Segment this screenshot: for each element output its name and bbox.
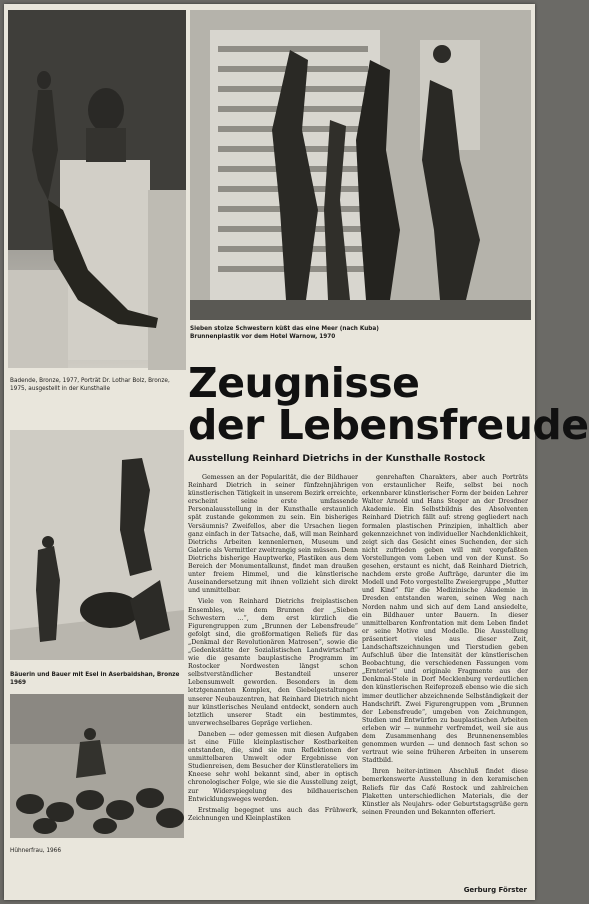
article-subheadline: Ausstellung Reinhard Dietrichs in der Kunsthalle Rostock	[188, 453, 486, 464]
photo-badende-sculpture	[8, 10, 186, 368]
caption-badende: Badende, Bronze, 1977, Porträt Dr. Lothar Bolz, Bronze, 1975, ausgestellt in der Kunsthalle	[10, 376, 170, 392]
paragraph: genrehaften Charakters, aber auch Porträts von erstaunlicher Reife, selbst bei noch erkennbarer künstlerischer Form der beiden Lehrer Walter Arnold und Hans Steger an der Dresdner Akademie. Ein Selbstbildnis des Absolventen Reinhard Dietrich fällt auf: streng gegliedert nach formalen plastischen Prinzipien, inhaltlich aber gekennzeichnet von individueller Nachdenklichkeit, zeigt sich das Gesicht eines Suchenden, der sich nicht zufrieden geben will mit vorgefaßten Vorstellungen vom Leben und von der Kunst. So gesehen, erstaunt es nicht, daß Reinhard Dietrich, nachdem erste große Aufträge, darunter die im Modell und Foto vorgestellte Zweiergruppe „Mutter und Kind“ für die Medizinische Akademie in Dresden entstanden waren, seinen Weg nach Norden nahm und sich auf dem Land ansiedelte, ein Bildhauer unter Bauern. In dieser unmittelbaren Konfrontation mit dem Leben findet er seine Motive und Modelle. Die Ausstellung präsentiert vieles aus dieser Zeit, Landschaftszeichnungen und Tierstudien geben Aufschluß über die Intensität der künstlerischen Beobachtung, die verschiedenen Fassungen vom „Ernteriel“ und originale Fragmente aus der Denkmal-Stele in Dorf Mecklenburg verdeutlichen den künstlerischen Reifeprozeß ebenso wie die sich immer deutlicher abzeichnende Selbständigkeit der Handschrift. Zwei Figurengruppen vom „Brunnen der Lebensfreude“, umgeben von Zeichnungen, Studien und Entwürfen zu bauplastischen Arbeiten erleben wir — nunmehr verfremdet, weil sie aus dem Zusammenhang des Brunnenensembles genommen wurden — und dennoch fast schon so vertraut wie seine früheren Arbeiten in unserem Stadtbild.	[362, 474, 528, 765]
headline-line-1: Zeugnisse	[188, 359, 420, 407]
photo-huehnerfrau	[10, 694, 184, 838]
headline-line-2: der Lebensfreude	[188, 401, 589, 449]
paragraph: Viele von Reinhard Dietrichs freiplastischen Ensembles, wie dem Brunnen der „Sieben Schwestern …“, dem erst kürzlich die Figurengruppen zum „Brunnen der Lebensfreude“ gefolgt sind, die großformatigen Reliefs für das „Denkmal der Revolutionären Matrosen“, sowie die „Gedenkstätte der Sozialistischen Landwirtschaft“ wie die gesamte bauplastische Programm im Rostocker Nordwesten längst schon selbstverständlicher Bestandteil unserer Lebensumwelt geworden. Besonders in dem letztgenannten Komplex, den Giebelgestaltungen unserer Neubauzentren, hat Reinhard Dietrich nicht nur künstlerisches Neuland entdeckt, sondern auch letztlich unserer Stadt ein bestimmtes, unverwechselbares Gepräge verliehen.	[188, 598, 358, 727]
paragraph: Daneben — oder gemessen mit diesen Aufgaben ist eine Fülle kleinplastischer Kostbarkeiten entstanden, die, sind sie nun Reflektionen der unmittelbaren Umwelt oder Ergebnisse von Studienreisen, dem Besucher der Künstlerateliers im Kneese sehr wohl bekannt sind, aber in optisch chronologischer Folge, wie sie die Ausstellung zeigt, zur Widerspiegelung des bildhauerischen Entwicklungsweges werden.	[188, 730, 358, 803]
article-column-left	[188, 474, 358, 826]
photo-baeuerin-bauer-esel	[10, 430, 184, 660]
paragraph: Ihren heiter-intimen Abschluß findet diese bemerkenswerte Ausstellung in den keramischen Reliefs für das Café Rostock und zahlreichen Plaketten unterschiedlichen Materials, die der Künstler als Neujahrs- oder Geburtstagsgrüße gern seinen Freunden und Bekannten offeriert.	[362, 768, 528, 816]
newspaper-clipping	[4, 4, 589, 900]
article-column-right	[362, 474, 528, 820]
author-byline: Gerburg Förster	[463, 886, 527, 894]
caption-huehnerfrau: Hühnerfrau, 1966	[10, 846, 61, 854]
paragraph: Erstmalig begegnet uns auch das Frühwerk, Zeichnungen und Kleinplastiken	[188, 806, 358, 822]
paragraph: Gemessen an der Popularität, die der Bildhauer Reinhard Dietrich in seiner fünfzehnjährigen künstlerischen Tätigkeit in unserem Bezirk erreichte, erscheint seine erste umfassende Personalausstellung in der Kunsthalle erstaunlich spät zustande gekommen zu sein. Ein bisheriges Versäumnis? Zweifellos, aber die Ursachen liegen ganz einfach in der Tatsache, daß, will man Reinhard Dietrichs Arbeiten kennenlernen, Museum und Galerie als Vermittler zweitrangig sein müssen. Denn Dietrichs bisherige Hauptwerke, Plastiken aus dem Bereich der Monumentalkunst, findet man draußen unter freiem Himmel, und die künstlerische Auseinandersetzung mit ihnen vollzieht sich direkt und unmittelbar.	[188, 474, 358, 595]
photo-sieben-schwestern-fountain	[190, 10, 531, 320]
caption-baeuerin: Bäuerin und Bauer mit Esel in Aserbaidshan, Bronze 1969	[10, 670, 180, 686]
article-headline	[188, 359, 589, 449]
caption-warnow: Sieben stolze Schwestern küßt das eine Meer (nach Kuba) Brunnenplastik vor dem Hotel Warnow, 1970	[190, 324, 379, 340]
